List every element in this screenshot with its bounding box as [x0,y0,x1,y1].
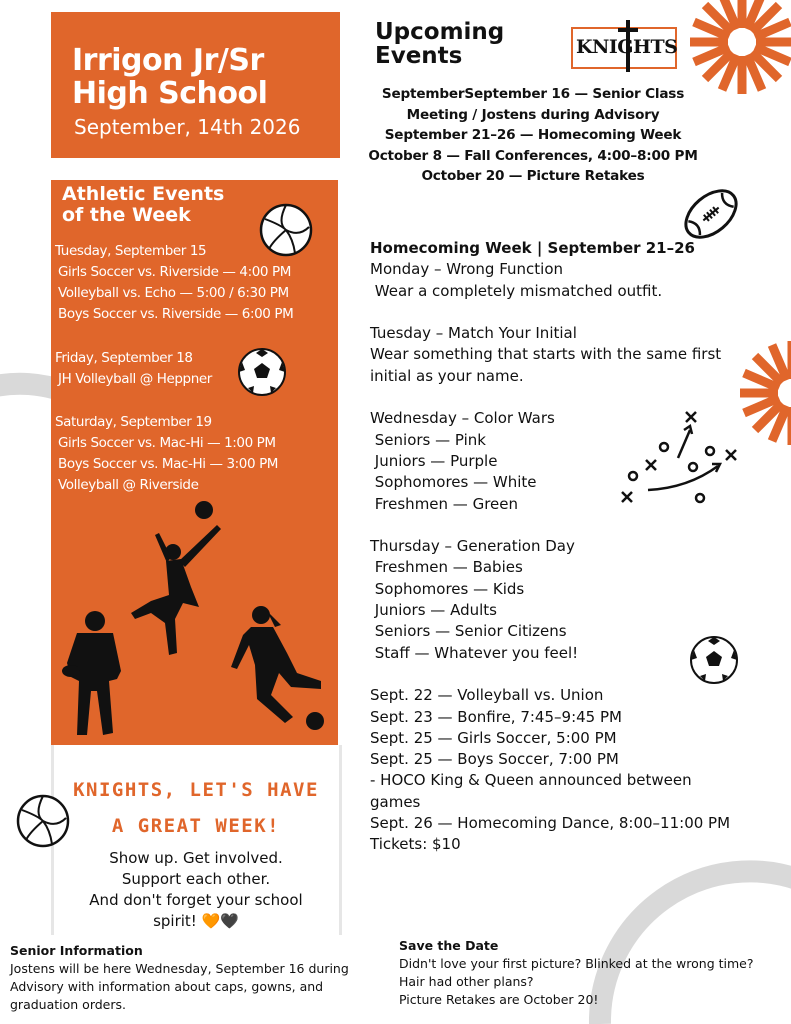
list-item: October 20 — Picture Retakes [421,168,645,184]
list-item: Seniors — Pink [370,430,486,449]
play-diagram-icon [618,408,748,508]
section-body: Jostens will be here Wednesday, September 16 during Advisory with information about caps, gowns, and graduation orders. [10,961,349,1012]
list-item: Boys Soccer vs. Riverside — 6:00 PM [58,306,294,322]
list-item: October 8 — Fall Conferences, 4:00–8:00 PM [368,147,698,164]
spacer [370,387,750,408]
section-body: Hair had other plans? [399,974,534,989]
section-body: Picture Retakes are October 20! [399,992,599,1007]
soccer-ball-icon [238,348,288,398]
section-body: Didn't love your first picture? Blinked at the wrong time? [399,956,754,971]
list-item: Tickets: $10 [370,835,461,854]
list-item: Sophomores — Kids [370,579,525,598]
homecoming-heading: Homecoming Week | September 21–26 [370,239,695,257]
list-item: Girls Soccer vs. Mac-Hi — 1:00 PM [58,435,276,451]
list-item: JH Volleyball @ Heppner [58,371,212,387]
athletic-day-tuesday [55,241,293,325]
athletic-day-friday [55,348,212,390]
list-item: Sept. 23 — Bonfire, 7:45–9:45 PM [370,707,622,726]
list-item: Sept. 25 — Boys Soccer, 7:00 PM [370,750,619,769]
section-heading: Save the Date [399,938,499,953]
list-item: Volleyball @ Riverside [58,477,199,493]
list-item: Seniors — Senior Citizens [370,622,567,641]
list-item: Thursday – Generation Day [370,537,575,556]
list-item: Sophomores — White [370,473,537,492]
list-item: Wednesday – Color Wars [370,409,555,428]
list-item: Volleyball vs. Echo — 5:00 / 6:30 PM [58,285,289,301]
upcoming-events-title: Upcoming Events [375,19,505,69]
list-item: Sept. 22 — Volleyball vs. Union [370,686,604,705]
school-title: Irrigon Jr/Sr High School [72,43,268,111]
athletic-day-saturday [55,412,278,496]
list-item: Boys Soccer vs. Mac-Hi — 3:00 PM [58,456,279,472]
logo-wordmark: KNIGHTS [576,36,678,58]
list-item: Freshmen — Babies [370,558,523,577]
day-heading: Saturday, September 19 [55,414,212,430]
section-heading: Senior Information [10,943,143,958]
knights-heading: KNIGHTS, LET'S HAVE A GREAT WEEK! [73,779,319,837]
list-item: Juniors — Adults [370,601,497,620]
upcoming-events-list [358,84,708,187]
day-heading: Tuesday, September 15 [55,243,207,259]
list-item: Sept. 26 — Homecoming Dance, 8:00–11:00 PM [370,814,731,833]
knights-message: Show up. Get involved. Support each other. And don't forget your school spirit! 🧡🖤 [89,849,303,930]
list-item: Wear a completely mismatched outfit. [370,281,663,300]
list-item: SeptemberSeptember 16 — Senior Class [381,86,685,102]
soccer-ball-icon [690,636,740,686]
spacer [370,302,750,323]
list-item: Wear something that starts with the same first initial as your name. [370,345,722,385]
list-item: - HOCO King & Queen announced between games [370,771,692,811]
list-item: Monday – Wrong Function [370,260,564,279]
list-item: Meeting / Jostens during Advisory [406,106,660,123]
knights-logo [570,18,680,74]
list-item: Girls Soccer vs. Riverside — 4:00 PM [58,264,291,280]
list-item: Staff — Whatever you feel! [370,643,579,662]
list-item: September 21–26 — Homecoming Week [384,127,682,143]
list-item: Sept. 25 — Girls Soccer, 5:00 PM [370,728,617,747]
list-item: Juniors — Purple [370,451,498,470]
list-item: Freshmen — Green [370,494,519,513]
newsletter-date: September, 14th 2026 [74,115,301,139]
senior-information [10,942,370,1014]
football-icon [683,186,743,246]
athletic-events-title: Athletic Events of the Week [62,183,225,226]
spacer [370,515,750,536]
list-item: Tuesday – Match Your Initial [370,324,577,343]
athlete-silhouettes [51,495,338,745]
save-the-date [399,937,779,1009]
day-heading: Friday, September 18 [55,350,193,366]
homecoming-schedule [370,238,750,856]
